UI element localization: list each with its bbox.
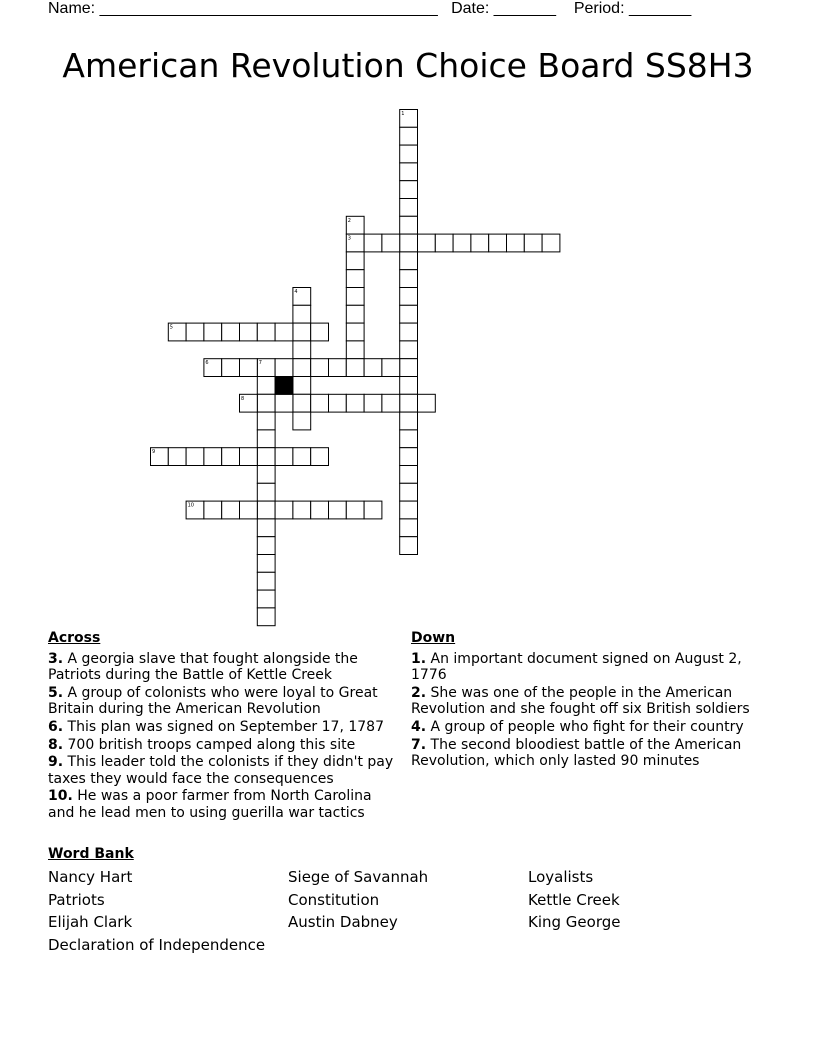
clue-number: 8. bbox=[48, 736, 64, 753]
crossword-cell[interactable] bbox=[400, 163, 418, 181]
crossword-cell[interactable] bbox=[275, 359, 293, 377]
clue-number: 5. bbox=[48, 684, 64, 701]
crossword-cell[interactable] bbox=[400, 199, 418, 217]
crossword-cell[interactable] bbox=[346, 288, 364, 306]
cell-number: 2 bbox=[347, 217, 351, 224]
crossword-cell[interactable] bbox=[329, 359, 347, 377]
down-heading: Down bbox=[411, 630, 456, 646]
crossword-cell[interactable] bbox=[168, 448, 186, 466]
crossword-cell[interactable] bbox=[257, 483, 275, 501]
clue-number: 6. bbox=[48, 718, 64, 735]
crossword-cell[interactable] bbox=[400, 448, 418, 466]
crossword-cell[interactable] bbox=[204, 323, 222, 341]
crossword-cell[interactable] bbox=[400, 341, 418, 359]
crossword-cell[interactable] bbox=[293, 341, 311, 359]
crossword-cell[interactable] bbox=[400, 323, 418, 341]
clue-number: 2. bbox=[411, 684, 427, 701]
word-bank-item: Loyalists bbox=[528, 868, 594, 886]
date-label: Date: _______ bbox=[451, 0, 557, 17]
word-bank-item: Nancy Hart bbox=[48, 868, 133, 886]
across-clue bbox=[48, 685, 398, 718]
clue-text: A group of colonists who were loyal to Great Britain during the American Revolution bbox=[48, 684, 378, 718]
clue-text: An important document signed on August 2, 1776 bbox=[411, 650, 742, 684]
crossword-cell[interactable] bbox=[418, 234, 436, 252]
crossword-cell[interactable] bbox=[400, 270, 418, 288]
clue-text: She was one of the people in the American Revolution and she fought off six British soldiers bbox=[411, 684, 750, 718]
cell-number: 7 bbox=[258, 360, 262, 367]
crossword-cell[interactable] bbox=[346, 270, 364, 288]
crossword-cell[interactable] bbox=[400, 181, 418, 199]
crossword-cell[interactable] bbox=[257, 590, 275, 608]
crossword-cell[interactable] bbox=[257, 412, 275, 430]
crossword-cell[interactable] bbox=[311, 323, 329, 341]
clue-text: 700 british troops camped along this site bbox=[63, 736, 356, 753]
clue-number: 10. bbox=[48, 788, 73, 805]
crossword-cell[interactable] bbox=[257, 323, 275, 341]
crossword-cell[interactable] bbox=[400, 430, 418, 448]
word-bank-heading: Word Bank bbox=[48, 846, 134, 862]
crossword-cell[interactable] bbox=[346, 501, 364, 519]
crossword-cell[interactable] bbox=[275, 394, 293, 412]
across-clue bbox=[48, 719, 398, 736]
clue-text: A group of people who fight for their country bbox=[426, 718, 744, 735]
crossword-cell[interactable] bbox=[400, 483, 418, 501]
word-bank-item: King George bbox=[528, 913, 621, 932]
clue-number: 1. bbox=[411, 650, 427, 667]
crossword-cell[interactable] bbox=[293, 448, 311, 466]
crossword-cell[interactable] bbox=[257, 466, 275, 484]
crossword-cell[interactable] bbox=[346, 359, 364, 377]
crossword-cell[interactable] bbox=[293, 377, 311, 395]
crossword-cell[interactable] bbox=[346, 252, 364, 270]
word-bank-item: Patriots bbox=[48, 890, 105, 909]
crossword-cell[interactable] bbox=[329, 501, 347, 519]
cell-number: 5 bbox=[169, 324, 173, 331]
crossword-cell[interactable] bbox=[204, 448, 222, 466]
page-title: American Revolution Choice Board SS8H3 bbox=[62, 46, 754, 85]
crossword-cell[interactable] bbox=[382, 394, 400, 412]
crossword-cell[interactable] bbox=[257, 537, 275, 555]
crossword-cell[interactable] bbox=[400, 127, 418, 145]
crossword-cell[interactable] bbox=[240, 501, 258, 519]
crossword-cell[interactable] bbox=[364, 394, 382, 412]
cell-number: 9 bbox=[152, 449, 156, 456]
crossword-cell[interactable] bbox=[204, 501, 222, 519]
crossword-cell[interactable] bbox=[186, 323, 204, 341]
crossword-cell[interactable] bbox=[257, 501, 275, 519]
crossword-cell[interactable] bbox=[329, 394, 347, 412]
clue-text: He was a poor farmer from North Carolina and he lead men to using guerilla war tactics bbox=[48, 788, 372, 821]
crossword-cell[interactable] bbox=[489, 234, 507, 252]
word-bank-item: Siege of Savannah bbox=[288, 868, 429, 886]
crossword-cell[interactable] bbox=[400, 252, 418, 270]
cell-number: 10 bbox=[187, 502, 194, 509]
clue-text: A georgia slave that fought alongside the Patriots during the Battle of Kettle Creek bbox=[48, 650, 358, 684]
crossword-cell[interactable] bbox=[418, 394, 436, 412]
crossword-cell[interactable] bbox=[222, 501, 240, 519]
crossword-cell[interactable] bbox=[275, 501, 293, 519]
down-clue bbox=[411, 651, 761, 684]
crossword-cell[interactable] bbox=[257, 555, 275, 573]
crossword-cell[interactable] bbox=[346, 394, 364, 412]
clue-number: 9. bbox=[48, 754, 64, 771]
word-bank-item: Constitution bbox=[288, 890, 380, 909]
crossword-cell[interactable] bbox=[400, 216, 418, 234]
crossword-cell[interactable] bbox=[400, 288, 418, 306]
crossword-cell[interactable] bbox=[257, 519, 275, 537]
crossword-cell[interactable] bbox=[471, 234, 489, 252]
clue-number: 3. bbox=[48, 650, 64, 667]
crossword-cell[interactable] bbox=[293, 359, 311, 377]
crossword-cell[interactable] bbox=[275, 448, 293, 466]
crossword-cell[interactable] bbox=[293, 394, 311, 412]
crossword-cell[interactable] bbox=[257, 430, 275, 448]
word-bank-item: Kettle Creek bbox=[528, 890, 620, 909]
crossword-cell[interactable] bbox=[346, 305, 364, 323]
across-clue bbox=[48, 788, 398, 821]
crossword-cell[interactable] bbox=[400, 412, 418, 430]
across-heading: Across bbox=[48, 630, 101, 646]
clue-text: This plan was signed on September 17, 1787 bbox=[63, 718, 384, 735]
clue-number: 7. bbox=[411, 736, 427, 753]
crossword-cell[interactable] bbox=[257, 608, 275, 626]
crossword-cell[interactable] bbox=[346, 323, 364, 341]
crossword-cell[interactable] bbox=[400, 501, 418, 519]
clue-number: 4. bbox=[411, 718, 427, 735]
crossword-cell[interactable] bbox=[222, 448, 240, 466]
crossword-cell[interactable] bbox=[400, 466, 418, 484]
crossword-cell[interactable] bbox=[346, 341, 364, 359]
crossword-cell[interactable] bbox=[311, 501, 329, 519]
crossword-cell[interactable] bbox=[382, 234, 400, 252]
crossword-cell[interactable] bbox=[257, 394, 275, 412]
crossword-cell[interactable] bbox=[364, 501, 382, 519]
period-label: Period: _______ bbox=[573, 0, 692, 17]
crossword-cell[interactable] bbox=[400, 359, 418, 377]
crossword-cell[interactable] bbox=[222, 359, 240, 377]
crossword-cell[interactable] bbox=[240, 359, 258, 377]
crossword-cell[interactable] bbox=[507, 234, 525, 252]
crossword-cell[interactable] bbox=[222, 323, 240, 341]
crossword-cell[interactable] bbox=[524, 234, 542, 252]
across-clue bbox=[48, 737, 398, 754]
crossword-cell[interactable] bbox=[400, 145, 418, 163]
crossword-cell[interactable] bbox=[435, 234, 453, 252]
crossword-cell[interactable] bbox=[311, 359, 329, 377]
crossword-cell[interactable] bbox=[400, 305, 418, 323]
crossword-cell[interactable] bbox=[293, 305, 311, 323]
cell-number: 8 bbox=[241, 395, 245, 402]
crossword-cell[interactable] bbox=[293, 412, 311, 430]
crossword-cell[interactable] bbox=[400, 519, 418, 537]
crossword-cell[interactable] bbox=[364, 359, 382, 377]
crossword-cell[interactable] bbox=[453, 234, 471, 252]
across-clues bbox=[48, 630, 398, 823]
across-clue bbox=[48, 754, 398, 787]
crossword-cell[interactable] bbox=[275, 323, 293, 341]
crossword-cell[interactable] bbox=[400, 537, 418, 555]
down-clue bbox=[411, 685, 761, 718]
cell-number: 4 bbox=[294, 289, 298, 295]
cell-number: 1 bbox=[401, 111, 405, 117]
crossword-cell[interactable] bbox=[400, 377, 418, 395]
name-label: Name: ______________________________________ bbox=[48, 0, 438, 17]
crossword-cell[interactable] bbox=[400, 394, 418, 412]
crossword-black-cell bbox=[275, 377, 293, 395]
cell-number: 6 bbox=[205, 360, 209, 367]
crossword-cell[interactable] bbox=[186, 448, 204, 466]
crossword-cell[interactable] bbox=[240, 323, 258, 341]
word-bank-item: Elijah Clark bbox=[48, 913, 133, 932]
cell-number: 3 bbox=[347, 235, 351, 242]
crossword-cell[interactable] bbox=[542, 234, 560, 252]
crossword-cell[interactable] bbox=[382, 359, 400, 377]
clue-text: The second bloodiest battle of the American Revolution, which only lasted 90 minutes bbox=[411, 736, 742, 770]
clue-text: This leader told the colonists if they didn't pay taxes they would face the consequences bbox=[48, 754, 394, 787]
crossword-cell[interactable] bbox=[257, 448, 275, 466]
word-bank-item: Declaration of Independence bbox=[48, 936, 266, 955]
down-clues bbox=[411, 630, 761, 771]
crossword-cell[interactable] bbox=[311, 394, 329, 412]
across-clue bbox=[48, 651, 398, 684]
crossword-cell[interactable] bbox=[257, 377, 275, 395]
crossword-cell[interactable] bbox=[257, 572, 275, 590]
crossword-cell[interactable] bbox=[293, 501, 311, 519]
crossword-cell[interactable] bbox=[364, 234, 382, 252]
crossword-cell[interactable] bbox=[400, 234, 418, 252]
crossword-cell[interactable] bbox=[311, 448, 329, 466]
down-clue bbox=[411, 737, 761, 770]
down-clue bbox=[411, 719, 761, 736]
word-bank-item: Austin Dabney bbox=[288, 913, 398, 932]
crossword-cell[interactable] bbox=[240, 448, 258, 466]
crossword-cell[interactable] bbox=[293, 323, 311, 341]
